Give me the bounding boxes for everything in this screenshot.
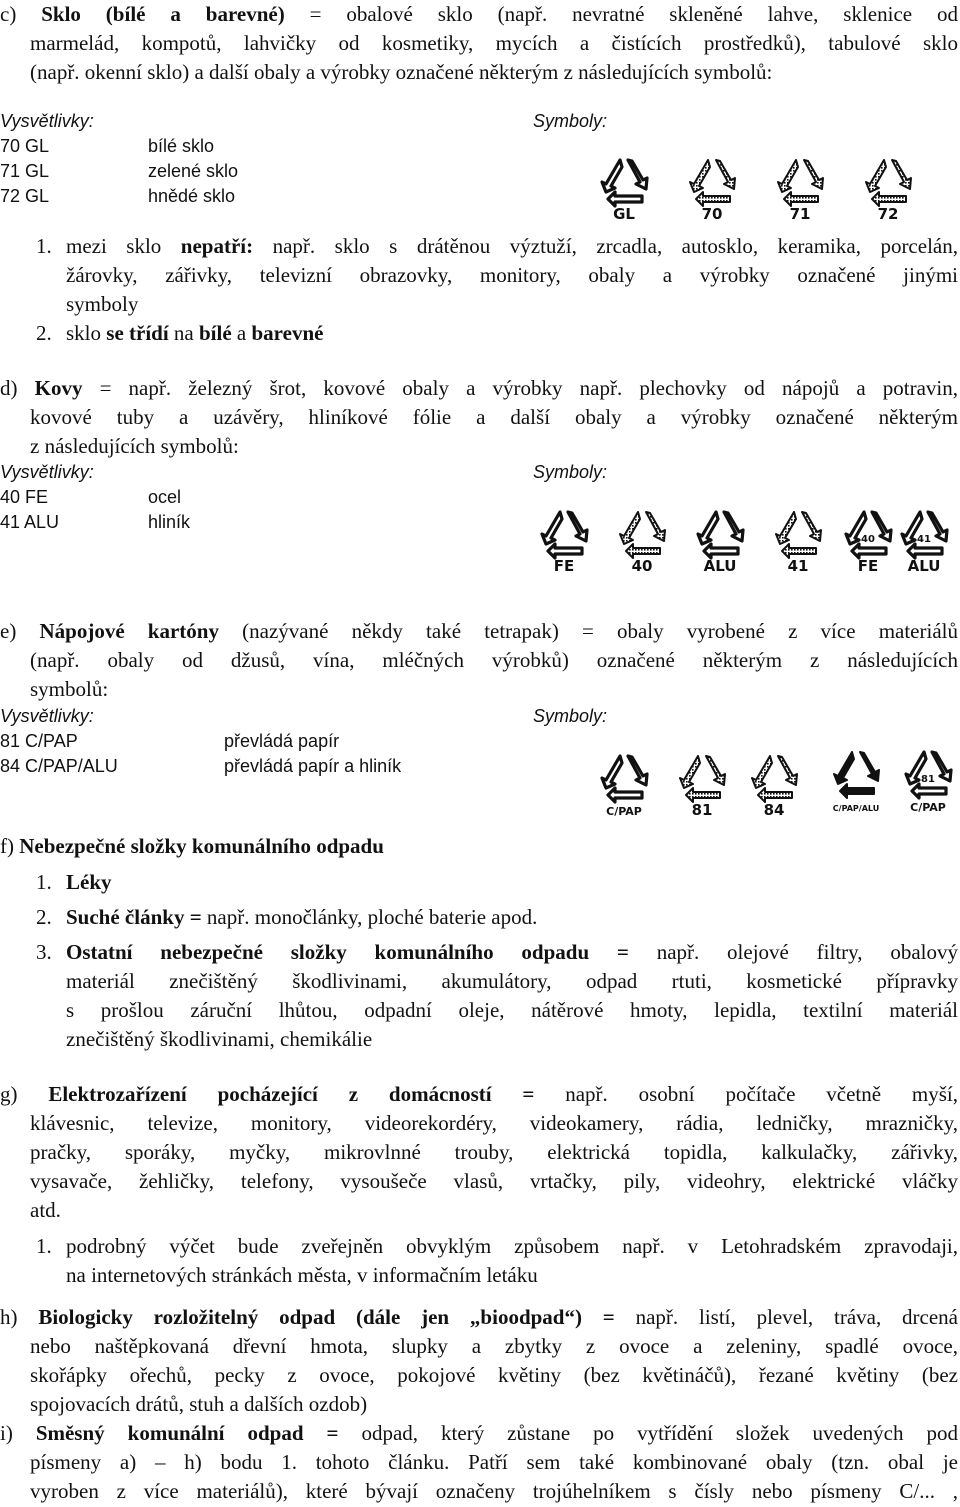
recycle-71-icon — [772, 152, 828, 222]
recycle-arrow — [724, 512, 743, 541]
bio-line-4: spojovacích drátů, stuh a dalších ozdob) — [30, 1392, 368, 1416]
hazardous-item-3-line-4: znečištěný škodlivinami, chemikálie — [66, 1027, 373, 1051]
recycle-arrow — [690, 160, 710, 192]
recycle-code-label: 84 — [763, 801, 785, 818]
recycle-arrow — [602, 160, 622, 192]
recycle-72-icon — [860, 152, 916, 222]
cartons-line-1: e) Nápojové kartóny (nazývané někdy také tetrapak) = obaly vyrobené z více materiálů — [0, 619, 958, 643]
recycle-70-icon — [684, 152, 740, 222]
metals-legend-label: Vysvětlivky: — [0, 462, 94, 482]
recycle-cpap-icon — [596, 748, 652, 818]
section-glass — [0, 0, 958, 87]
recycle-triangle-svg — [746, 748, 802, 818]
glass-item-1: 1. mezi sklo nepatří: např. sklo s drátěnou výztuží, zrcadla, autosklo, keramika, porcelán, žárovky, zářivky, televizní obrazovky, monitory, obaly a výrobky označené jinými symboly — [0, 232, 958, 319]
recycle-triangle-svg — [596, 152, 652, 222]
cartons-legend-label: Vysvětlivky: — [0, 706, 94, 726]
recycle-triangle-svg — [614, 504, 670, 574]
section-hazardous — [0, 832, 958, 861]
recycle-code-label: FE — [857, 557, 879, 574]
recycle-arrow — [866, 160, 886, 192]
electro-line-4: vysavače, žehličky, telefony, vysoušeče vlasů, vrtačky, pily, videohry, elektrické vláčky — [30, 1169, 958, 1193]
hazardous-item-line: Suché články = např. monočlánky, ploché baterie apod. — [66, 905, 538, 929]
recycle-arrow — [704, 544, 738, 558]
cartons-legend-row: 81 C/PAP převládá papír — [0, 731, 340, 751]
recycle-triangle-svg — [770, 504, 826, 574]
recycle-41-alu-icon — [896, 504, 952, 574]
glass-legend-row: 71 GL zelené sklo — [0, 161, 239, 181]
glass-legend-row: 70 GL bílé sklo — [0, 136, 215, 156]
recycle-arrow — [912, 784, 946, 798]
recycle-triangle-svg — [692, 504, 748, 574]
recycle-triangle-svg — [596, 748, 652, 818]
recycle-arrow — [802, 512, 821, 541]
glass-line-1: c) Sklo (bílé a barevné) = obalové sklo (např. nevratné skleněné lahve, sklenice od — [0, 2, 958, 26]
recycle-41-icon — [770, 504, 826, 574]
electro-line-5: atd. — [30, 1198, 61, 1222]
recycle-arrow — [680, 756, 700, 788]
recycle-code-label: 41 — [787, 557, 809, 574]
recycle-arrow — [784, 192, 818, 206]
recycle-code-label: GL — [613, 205, 635, 222]
metals-legend-row: 41 ALU hliník — [0, 512, 191, 532]
metals-line-3: z následujících symbolů: — [30, 434, 239, 458]
recycle-code-label: ALU — [907, 557, 941, 574]
recycle-alu-icon — [692, 504, 748, 574]
glass-line-2: marmelád, kompotů, lahvičky od kosmetiky, mycích a čistících prostředků), tabulové sklo — [30, 31, 958, 55]
recycle-code-label: 72 — [877, 205, 899, 222]
bio-line-3: skořápky ořechů, pecky z ovoce, pokojové květiny (bez květináčů), řezané květiny (bez — [30, 1363, 958, 1387]
electro-line-3: pračky, sporáky, myčky, mikrovlnné trouby, elektrická topidla, kalkulačky, zářivky, — [30, 1140, 958, 1164]
recycle-triangle-svg — [840, 504, 896, 574]
recycle-triangle-svg — [772, 152, 828, 222]
section-mixed — [0, 1419, 958, 1506]
bio-line-1: h) Biologicky rozložitelný odpad (dále jen „bioodpad“) = např. listí, plevel, tráva, drcená — [0, 1305, 958, 1329]
cartons-line-3: symbolů: — [30, 677, 109, 701]
recycle-triangle-svg — [896, 504, 952, 574]
hazardous-item-3-line-2: materiál znečištěný škodlivinami, akumulátory, odpad rtuti, kosmetické přípravky — [66, 969, 958, 993]
recycle-inner-label: 84 — [849, 774, 863, 785]
metals-symbols-label: Symboly: — [533, 462, 608, 482]
recycle-40-fe-icon — [840, 504, 896, 574]
recycle-arrow — [698, 512, 718, 544]
recycle-triangle-svg — [684, 152, 740, 222]
hazardous-item: 2. Suché články = např. monočlánky, ploché baterie apod. — [0, 903, 958, 932]
recycle-code-label: ALU — [703, 557, 737, 574]
recycle-gl-icon — [596, 152, 652, 222]
metals-line-1: d) Kovy = např. železný šrot, kovové obaly a výrobky např. plechovky od nápojů a potravin, — [0, 376, 958, 400]
recycle-arrow — [908, 544, 942, 558]
glass-item-2-line: sklo se třídí na bílé a barevné — [66, 321, 324, 345]
recycle-arrow — [696, 192, 730, 206]
recycle-inner-label: 81 — [921, 774, 935, 785]
recycle-arrow — [716, 160, 735, 189]
recycle-arrow — [892, 160, 911, 189]
recycle-84-icon — [746, 748, 802, 818]
mixed-line-3: vyroben z více materiálů), které bývají označeny trojúhelníkem s čísly nebo písmeny C/... , — [30, 1479, 958, 1503]
recycle-code-label: C/PAP — [910, 801, 946, 814]
hazardous-heading: f) Nebezpečné složky komunálního odpadu — [0, 834, 384, 858]
recycle-81-icon — [674, 748, 730, 818]
hazardous-item-line: Léky — [66, 870, 112, 894]
recycle-arrow — [628, 160, 647, 189]
electro-item-1-line-2: na internetových stránkách města, v informačním letáku — [66, 1263, 538, 1287]
recycle-arrow — [626, 544, 660, 558]
recycle-code-label: C/PAP — [606, 805, 642, 818]
recycle-arrow — [646, 512, 665, 541]
recycle-inner-label: 41 — [917, 534, 931, 545]
recycle-arrow — [628, 756, 647, 785]
recycle-84-cpapalu-icon — [828, 744, 884, 814]
metals-line-2: kovové tuby a uzávěry, hliníkové fólie a další obaly a výrobky označené některým — [30, 405, 958, 429]
glass-line-3: (např. okenní sklo) a další obaly a výrobky označené některým z následujících symbolů: — [30, 60, 773, 84]
recycle-arrow — [852, 544, 886, 558]
recycle-triangle-svg — [674, 748, 730, 818]
glass-symbols-label: Symboly: — [533, 111, 608, 131]
section-electro — [0, 1080, 958, 1225]
mixed-line-2: písmeny a) – h) bodu 1. tohoto článku. Patří sem také kombinované obaly (tzn. obal je — [30, 1450, 958, 1474]
recycle-arrow — [778, 756, 797, 785]
recycle-code-label: 70 — [701, 205, 723, 222]
recycle-fe-icon — [536, 504, 592, 574]
recycle-arrow — [776, 512, 796, 544]
recycle-arrow — [542, 512, 562, 544]
recycle-arrow — [778, 160, 798, 192]
glass-item-1-line-3: symboly — [66, 292, 139, 316]
glass-item-1-line-2: žárovky, zářivky, televizní obrazovky, monitory, obaly a výrobky označené jinými — [66, 263, 958, 287]
recycle-arrow — [782, 544, 816, 558]
recycle-arrow — [620, 512, 640, 544]
electro-line-2: klávesnic, televize, monitory, videorekordéry, videokamery, rádia, ledničky, mrazničky, — [30, 1111, 958, 1135]
mixed-line-1: i) Směsný komunální odpad = odpad, který zůstane po vytřídění složek uvedených pod — [0, 1421, 958, 1445]
recycle-code-label: 81 — [691, 801, 713, 818]
electro-item-1: 1. podrobný výčet bude zveřejněn obvyklým způsobem např. v Letohradském zpravodaji, na internetových stránkách města, v informačním letáku — [0, 1232, 958, 1290]
recycle-arrow — [840, 784, 874, 798]
cartons-symbols-label: Symboly: — [533, 706, 608, 726]
section-bio — [0, 1303, 958, 1419]
hazardous-item: 1. Léky — [0, 868, 958, 897]
section-metals — [0, 374, 958, 461]
recycle-code-label: FE — [553, 557, 575, 574]
recycle-arrow — [608, 192, 642, 206]
recycle-triangle-svg — [860, 152, 916, 222]
recycle-code-label: 40 — [631, 557, 653, 574]
recycle-code-label: 71 — [789, 205, 811, 222]
recycle-arrow — [758, 788, 792, 802]
recycle-arrow — [608, 788, 642, 802]
recycle-arrow — [752, 756, 772, 788]
recycle-arrow — [548, 544, 582, 558]
recycle-arrow — [686, 788, 720, 802]
recycle-code-label: C/PAP/ALU — [832, 804, 880, 813]
recycle-triangle-svg — [900, 744, 956, 814]
cartons-line-2: (např. obaly od džusů, vína, mléčných výrobků) označené některým z následujících — [30, 648, 958, 672]
recycle-arrow — [568, 512, 587, 541]
bio-line-2: nebo naštěpkovaná dřevní hmota, slupky a zbytky z ovoce a zeleniny, spadlé ovoce, — [30, 1334, 958, 1358]
glass-item-2: 2. sklo se třídí na bílé a barevné — [0, 319, 958, 348]
section-cartons — [0, 617, 958, 704]
recycle-81-cpap-icon — [900, 744, 956, 814]
glass-legend-row: 72 GL hnědé sklo — [0, 186, 236, 206]
recycle-arrow — [602, 756, 622, 788]
recycle-arrow — [872, 192, 906, 206]
recycle-40-icon — [614, 504, 670, 574]
recycle-arrow — [804, 160, 823, 189]
hazardous-item-3: 3. Ostatní nebezpečné složky komunálního odpadu = např. olejové filtry, obalový materiál znečištěný škodlivinami, akumulátory, odpad rtuti, kosmetické přípravky s prošlou záruční lhůtou, odpadní oleje, nátěrové hmoty, lepidla, textilní materiál znečištěný škodlivinami, chemikálie — [0, 938, 958, 1054]
metals-legend-row: 40 FE ocel — [0, 487, 182, 507]
hazardous-item-3-line-1: Ostatní nebezpečné složky komunálního odpadu = např. olejové filtry, obalový — [66, 940, 958, 964]
recycle-triangle-svg — [828, 744, 884, 814]
electro-item-1-line-1: podrobný výčet bude zveřejněn obvyklým způsobem např. v Letohradském zpravodaji, — [66, 1234, 958, 1258]
glass-legend-label: Vysvětlivky: — [0, 111, 94, 131]
hazardous-item-3-line-3: s prošlou záruční lhůtou, odpadní oleje, nátěrové hmoty, lepidla, textilní materiál — [66, 998, 958, 1022]
cartons-legend-row: 84 C/PAP/ALU převládá papír a hliník — [0, 756, 402, 776]
recycle-inner-label: 40 — [861, 534, 875, 545]
recycle-arrow — [706, 756, 725, 785]
electro-line-1: g) Elektrozařízení pocházející z domácností = např. osobní počítače včetně myší, — [0, 1082, 959, 1106]
glass-item-1-line-1: mezi sklo nepatří: např. sklo s drátěnou výztuží, zrcadla, autosklo, keramika, porcelán, — [66, 234, 958, 258]
recycle-triangle-svg — [536, 504, 592, 574]
